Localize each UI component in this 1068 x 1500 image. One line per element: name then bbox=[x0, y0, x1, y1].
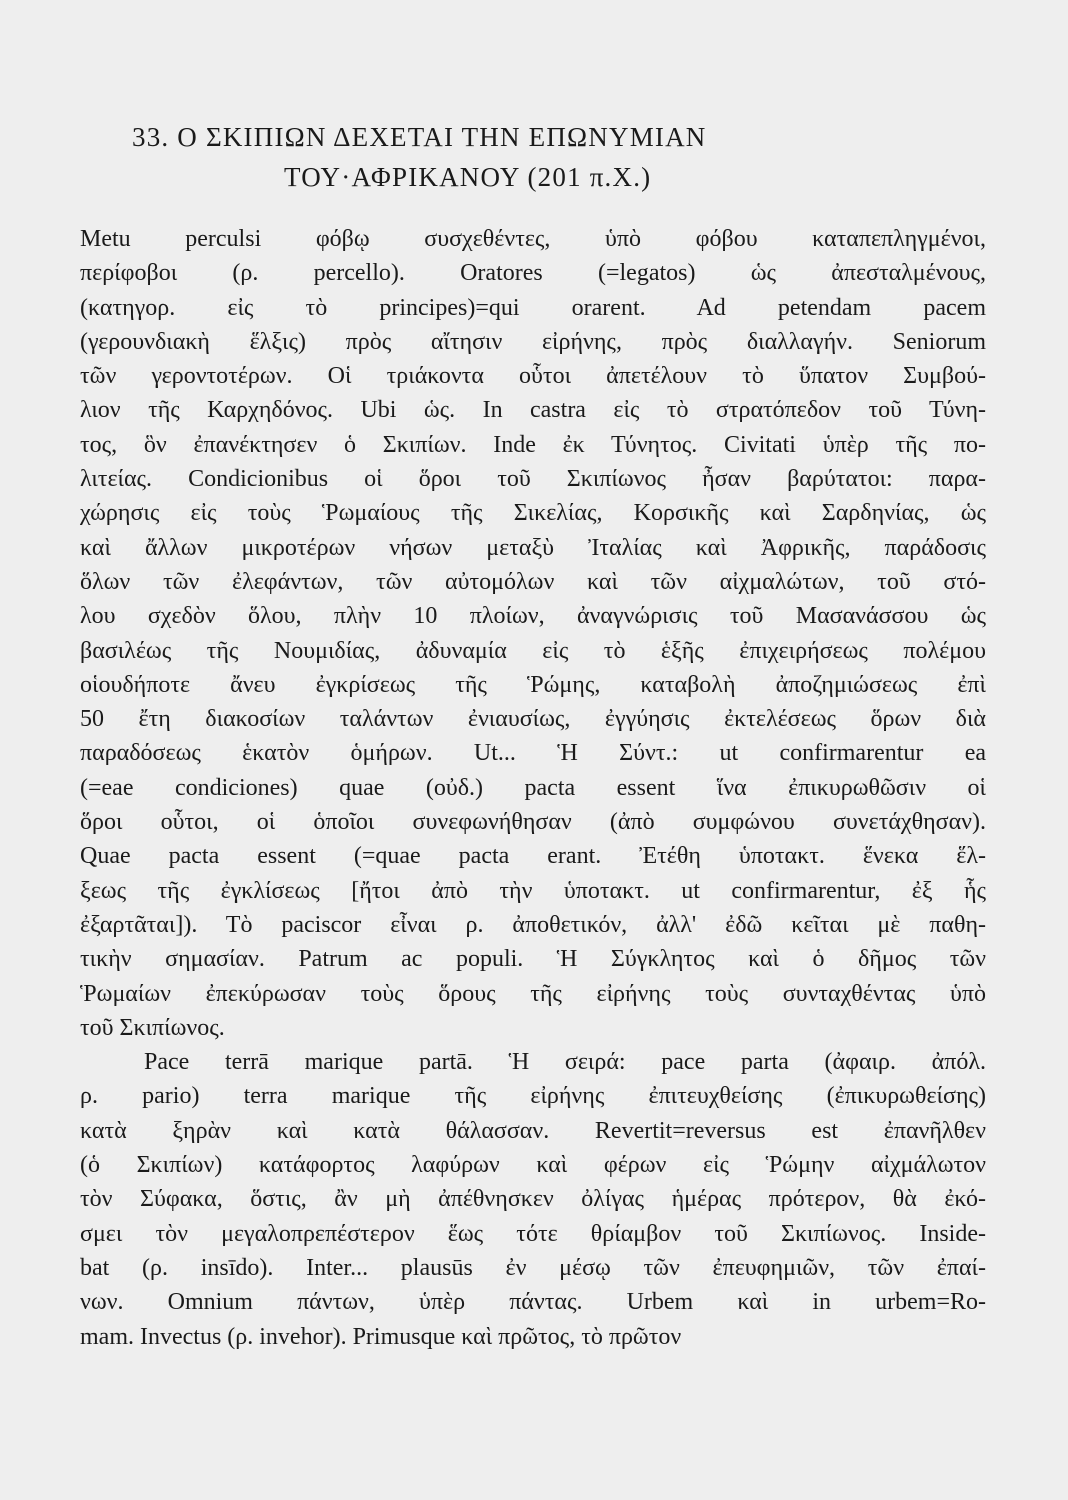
commentary-body bbox=[80, 222, 986, 1354]
text-line: (γερουνδιακὴ ἕλξις) πρὸς αἴτησιν εἰρήνης, πρὸς διαλλαγήν. Seniorum bbox=[80, 328, 986, 355]
text-line: χώρησις εἰς τοὺς Ῥωμαίους τῆς Σικελίας, Κορσικῆς καὶ Σαρδηνίας, ὡς bbox=[80, 500, 986, 527]
text-line: (ὁ Σκιπίων) κατάφορτος λαφύρων καὶ φέρων εἰς Ῥώμην αἰχμάλωτον bbox=[80, 1152, 986, 1179]
text-line: τὸν Σύφακα, ὅστις, ἂν μὴ ἀπέθνησκεν ὀλίγας ἡμέρας πρότερον, θὰ ἐκό- bbox=[80, 1186, 986, 1213]
text-line: Metu perculsi φόβῳ συσχεθέντες, ὑπὸ φόβου καταπεπληγμένοι, bbox=[80, 226, 986, 252]
text-line: βασιλέως τῆς Νουμιδίας, ἀδυναμία εἰς τὸ ἑξῆς ἐπιχειρήσεως πολέμου bbox=[80, 637, 986, 664]
paragraph-2 bbox=[80, 1045, 986, 1354]
text-line: ξεως τῆς ἐγκλίσεως [ἤτοι ἀπὸ τὴν ὑποτακτ. ut confirmarentur, ἐξ ἧς bbox=[80, 877, 986, 904]
text-line: bat (ρ. insīdo). Inter... plausūs ἐν μέσῳ τῶν ἐπευφημιῶν, τῶν ἐπαί- bbox=[80, 1254, 986, 1281]
text-line: περίφοβοι (ρ. percello). Oratores (=legatos) ὡς ἀπεσταλμένους, bbox=[80, 260, 986, 287]
text-line: ἐξαρτᾶται]). Τὸ paciscor εἶναι ρ. ἀποθετικόν, ἀλλ' ἐδῶ κεῖται μὲ παθη- bbox=[80, 911, 986, 938]
text-line: λιον τῆς Καρχηδόνος. Ubi ὡς. In castra εἰς τὸ στρατόπεδον τοῦ Τύνη- bbox=[80, 397, 986, 424]
text-line: Pace terrā marique partā. Ἡ σειρά: pace parta (ἀφαιρ. ἀπόλ. bbox=[144, 1049, 986, 1076]
text-line: κατὰ ξηρὰν καὶ κατὰ θάλασσαν. Revertit=reversus est ἐπανῆλθεν bbox=[80, 1117, 986, 1144]
text-line: λιτείας. Condicionibus οἱ ὅροι τοῦ Σκιπίωνος ἦσαν βαρύτατοι: παρα- bbox=[80, 466, 986, 493]
text-line: 50 ἔτη διακοσίων ταλάντων ἐνιαυσίως, ἐγγύησις ἐκτελέσεως ὅρων διὰ bbox=[80, 706, 986, 733]
text-line: καὶ ἄλλων μικροτέρων νήσων μεταξὺ Ἰταλίας καὶ Ἀφρικῆς, παράδοσις bbox=[80, 534, 986, 561]
text-line: ὅλων τῶν ἐλεφάντων, τῶν αὐτομόλων καὶ τῶν αἰχμαλώτων, τοῦ στό- bbox=[80, 568, 986, 595]
text-line: λου σχεδὸν ὅλου, πλὴν 10 πλοίων, ἀναγνώρισις τοῦ Μασανάσσου ὡς bbox=[80, 603, 986, 630]
text-line: τῶν γεροντοτέρων. Οἱ τριάκοντα οὗτοι ἀπετέλουν τὸ ὕπατον Συμβού- bbox=[80, 363, 986, 390]
text-line: ὅροι οὗτοι, οἱ ὁποῖοι συνεφωνήθησαν (ἀπὸ συμφώνου συνετάχθησαν). bbox=[80, 809, 986, 836]
text-line: τοῦ Σκιπίωνος. bbox=[80, 1014, 225, 1041]
text-line: ρ. pario) terra marique τῆς εἰρήνης ἐπιτευχθείσης (ἐπικυρωθείσης) bbox=[80, 1083, 986, 1110]
text-line: mam. Invectus (ρ. invehor). Primusque καὶ πρῶτος, τὸ πρῶτον bbox=[80, 1323, 682, 1350]
text-line: οἱουδήποτε ἄνευ ἐγκρίσεως τῆς Ῥώμης, καταβολὴ ἀποζημιώσεως ἐπὶ bbox=[80, 671, 986, 698]
text-line: τικὴν σημασίαν. Patrum ac populi. Ἡ Σύγκλητος καὶ ὁ δῆμος τῶν bbox=[80, 946, 986, 973]
text-line: παραδόσεως ἑκατὸν ὁμήρων. Ut... Ἡ Σύντ.: ut confirmarentur ea bbox=[80, 740, 986, 767]
text-line: Quae pacta essent (=quae pacta erant. Ἐτέθη ὑποτακτ. ἕνεκα ἕλ- bbox=[80, 843, 986, 870]
text-line: τος, ὃν ἐπανέκτησεν ὁ Σκιπίων. Inde ἐκ Τύνητος. Civitati ὑπὲρ τῆς πο- bbox=[80, 431, 986, 458]
text-line: νων. Omnium πάντων, ὑπὲρ πάντας. Urbem καὶ in urbem=Ro- bbox=[80, 1289, 986, 1316]
text-line: Ῥωμαίων ἐπεκύρωσαν τοὺς ὅρους τῆς εἰρήνης τοὺς συνταχθέντας ὑπὸ bbox=[80, 980, 986, 1007]
paragraph-1 bbox=[80, 222, 986, 1045]
text-line: σμει τὸν μεγαλοπρεπέστερον ἕως τότε θρίαμβον τοῦ Σκιπίωνος. Inside- bbox=[80, 1220, 986, 1247]
section-title-line-1: 33. Ο ΣΚΙΠΙΩΝ ΔΕΧΕΤΑΙ ΤΗΝ ΕΠΩΝΥΜΙΑΝ bbox=[132, 122, 707, 152]
text-line: (κατηγορ. εἰς τὸ principes)=qui orarent. Ad petendam pacem bbox=[80, 294, 986, 321]
section-title-line-2: ΤΟΥ·ΑΦΡΙΚΑΝΟΥ (201 π.Χ.) bbox=[284, 162, 652, 192]
text-line: (=eae condiciones) quae (οὐδ.) pacta essent ἵνα ἐπικυρωθῶσιν οἱ bbox=[80, 774, 986, 801]
